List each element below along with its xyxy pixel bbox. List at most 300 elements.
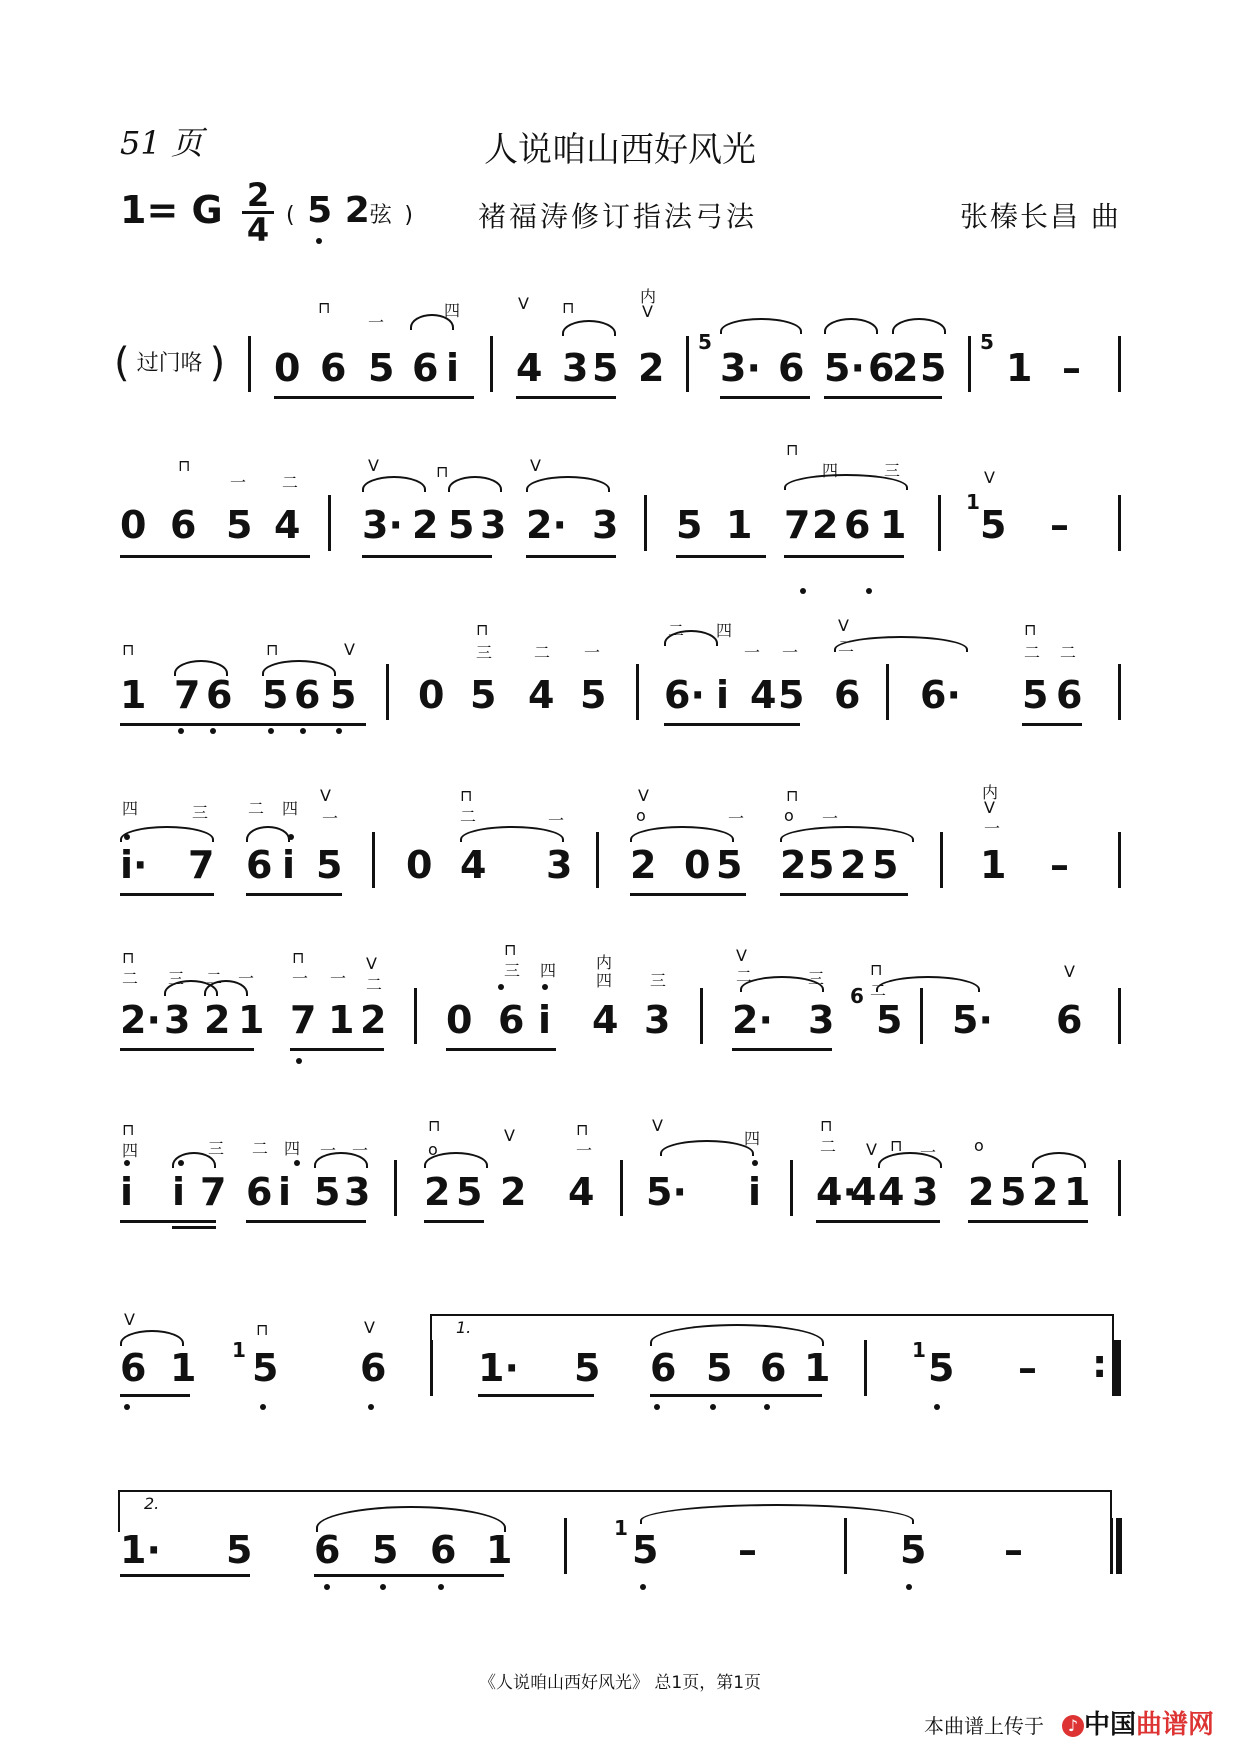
- octave-dot: [178, 1160, 184, 1166]
- bow-mark: ⊓: [890, 1136, 903, 1155]
- bow-mark: 一: [320, 1141, 337, 1160]
- bow-mark: 一: [230, 473, 247, 492]
- bow-mark: 三: [168, 969, 185, 988]
- octave-dot: [260, 1404, 266, 1410]
- note: 2·: [732, 998, 773, 1042]
- note: 3: [562, 346, 589, 390]
- intro-close: ): [209, 340, 226, 386]
- underline: [120, 1394, 190, 1397]
- note: 1: [880, 503, 907, 547]
- bow-mark: o: [974, 1136, 984, 1155]
- note: 6: [360, 1346, 387, 1390]
- bow-mark: 三: [650, 971, 667, 990]
- underline: [630, 893, 746, 896]
- octave-dot: [124, 834, 130, 840]
- underline: [720, 396, 810, 399]
- bow-mark: V: [366, 954, 377, 973]
- note: 2: [780, 843, 807, 887]
- bow-mark: 四: [444, 301, 461, 320]
- bow-mark: 内: [982, 783, 999, 802]
- note: 5·: [646, 1170, 687, 1214]
- note: 4: [460, 843, 487, 887]
- bow-mark: V: [838, 616, 849, 635]
- repeat-colon: :: [1092, 1342, 1108, 1386]
- bow-mark: 二: [820, 1137, 837, 1156]
- slur: [362, 476, 426, 492]
- note: 2: [424, 1170, 451, 1214]
- barline: [636, 664, 639, 720]
- note: 1: [238, 998, 265, 1042]
- note: 2: [892, 346, 919, 390]
- barline: [920, 988, 923, 1044]
- bow-mark: V: [652, 1116, 663, 1135]
- slur: [660, 1140, 754, 1156]
- barline: [1118, 664, 1121, 720]
- barline: [1118, 1160, 1121, 1216]
- note: 1: [1006, 346, 1033, 390]
- note: 6: [246, 1170, 273, 1214]
- intro-text: 过门咯: [136, 351, 203, 376]
- note: 5: [262, 673, 289, 717]
- reviser: 褚福涛修订指法弓法: [478, 200, 758, 233]
- tuning-close: ): [404, 203, 413, 228]
- slur: [448, 476, 502, 492]
- note: 2: [630, 843, 657, 887]
- underline: [732, 1048, 832, 1051]
- note: 6: [294, 673, 321, 717]
- second-ending-bracket: [118, 1490, 1112, 1532]
- note: 4: [850, 1170, 877, 1214]
- note: 2: [360, 998, 387, 1042]
- underline: [478, 1394, 594, 1397]
- key-signature: 1= G: [120, 188, 223, 232]
- bow-mark: 一: [920, 1143, 937, 1162]
- tuning: [286, 190, 413, 231]
- note: 6: [320, 346, 347, 390]
- note: 7: [290, 998, 317, 1042]
- note: 6: [834, 673, 861, 717]
- bow-mark: V: [530, 456, 541, 475]
- octave-dot: [654, 1404, 660, 1410]
- octave-dot: [752, 1160, 758, 1166]
- note: i: [172, 1170, 186, 1214]
- octave-dot: [288, 834, 294, 840]
- note: 6·: [664, 673, 705, 717]
- grace-note: 1: [614, 1516, 628, 1540]
- note: 5: [676, 503, 703, 547]
- note: 3: [808, 998, 835, 1042]
- underline: [246, 893, 342, 896]
- note: 1: [170, 1346, 197, 1390]
- octave-dot: [124, 1404, 130, 1410]
- barline: [596, 832, 599, 888]
- barline: [394, 1160, 397, 1216]
- barline: [686, 336, 689, 392]
- grace-note: 1: [232, 1338, 246, 1362]
- note: 6: [778, 346, 805, 390]
- underline: [446, 1048, 556, 1051]
- bow-mark: o: [428, 1140, 438, 1159]
- barline: [1118, 988, 1121, 1044]
- bow-mark: V: [1064, 962, 1075, 981]
- intro-open: (: [114, 340, 130, 386]
- note: 5·: [824, 346, 865, 390]
- note: 2: [968, 1170, 995, 1214]
- octave-dot: [710, 1404, 716, 1410]
- underline: [274, 396, 474, 399]
- note: 5: [920, 346, 947, 390]
- first-ending-bracket: [430, 1314, 1114, 1356]
- slur: [174, 660, 228, 676]
- bow-mark: o: [784, 806, 794, 825]
- octave-dot: [866, 588, 872, 594]
- bow-mark: 二: [870, 981, 887, 1000]
- octave-dot: [498, 984, 504, 990]
- note: 5: [456, 1170, 483, 1214]
- note: 1: [486, 1528, 513, 1572]
- note: 5: [928, 1346, 955, 1390]
- bow-mark: 四: [716, 621, 733, 640]
- bow-mark: 二: [252, 1139, 269, 1158]
- underline: [968, 1220, 1088, 1223]
- bow-mark: 二: [668, 621, 685, 640]
- slur: [562, 320, 616, 336]
- note: 1: [980, 843, 1007, 887]
- bow-mark: ⊓: [562, 298, 575, 317]
- slur: [892, 318, 946, 334]
- note: 6: [120, 1346, 147, 1390]
- bow-mark: V: [320, 786, 331, 805]
- low-octave-dot: [316, 238, 322, 244]
- note: 5: [808, 843, 835, 887]
- page-number: 51 页: [120, 124, 203, 162]
- underline: [650, 1394, 822, 1397]
- bow-mark: 三: [808, 969, 825, 988]
- note: 5: [368, 346, 395, 390]
- intro-label: [114, 340, 225, 386]
- grace-note: 5: [980, 330, 994, 354]
- note: 6: [314, 1528, 341, 1572]
- octave-dot: [294, 1160, 300, 1166]
- note: 7: [200, 1170, 227, 1214]
- note: –: [738, 1528, 757, 1572]
- note: 6: [430, 1528, 457, 1572]
- bow-mark: V: [364, 1318, 375, 1337]
- underline: [120, 1220, 216, 1223]
- underline: [120, 723, 366, 726]
- bow-mark: 一: [822, 809, 839, 828]
- bow-mark: ⊓: [122, 1120, 135, 1139]
- note: 2: [840, 843, 867, 887]
- bow-mark: 一: [292, 969, 309, 988]
- note: 6: [246, 843, 273, 887]
- note: 5: [872, 843, 899, 887]
- note: –: [1050, 503, 1069, 547]
- barline: [1118, 495, 1121, 551]
- note: 4: [274, 503, 301, 547]
- bow-mark: ⊓: [178, 456, 191, 475]
- underline: [516, 396, 616, 399]
- bow-mark: V: [866, 1140, 877, 1159]
- octave-dot: [296, 1058, 302, 1064]
- footer-text: 《人说咱山西好风光》 总1页，第1页: [478, 1673, 762, 1693]
- slur: [824, 318, 878, 334]
- bow-mark: 四: [822, 461, 839, 480]
- note: 1: [120, 673, 147, 717]
- note: 2: [638, 346, 665, 390]
- note: 6: [1056, 998, 1083, 1042]
- note: i: [446, 346, 460, 390]
- barline: [1118, 1340, 1121, 1396]
- bow-mark: ⊓: [436, 462, 449, 481]
- note: 3: [480, 503, 507, 547]
- note: 4·: [816, 1170, 857, 1214]
- bow-mark: 二: [838, 637, 855, 656]
- bow-mark: 三: [504, 961, 521, 980]
- bow-mark: V: [124, 1310, 135, 1329]
- bow-mark: 四: [540, 961, 557, 980]
- note: 2: [500, 1170, 527, 1214]
- bow-mark: 一: [584, 643, 601, 662]
- bow-mark: ⊓: [122, 640, 135, 659]
- note: 4: [568, 1170, 595, 1214]
- barline: [940, 832, 943, 888]
- barline: [968, 336, 971, 392]
- octave-dot: [764, 1404, 770, 1410]
- slur: [1032, 1152, 1086, 1168]
- note: 5: [980, 503, 1007, 547]
- slur: [246, 826, 290, 842]
- note: 4: [592, 998, 619, 1042]
- bow-mark: 二: [122, 969, 139, 988]
- bow-mark: ⊓: [786, 786, 799, 805]
- underline: [290, 1048, 384, 1051]
- note: 0: [446, 998, 473, 1042]
- note: 3·: [720, 346, 761, 390]
- note: 5: [252, 1346, 279, 1390]
- note: 7: [784, 503, 811, 547]
- note: 6: [760, 1346, 787, 1390]
- note: 2: [1032, 1170, 1059, 1214]
- bow-mark: ⊓: [460, 786, 473, 805]
- note: 3: [164, 998, 191, 1042]
- note: 4: [878, 1170, 905, 1214]
- note: 4: [528, 673, 555, 717]
- octave-dot: [438, 1584, 444, 1590]
- note: 6: [170, 503, 197, 547]
- note: 2·: [120, 998, 161, 1042]
- octave-dot: [800, 588, 806, 594]
- barline: [1118, 832, 1121, 888]
- note: –: [1050, 843, 1069, 887]
- note: 0: [120, 503, 147, 547]
- barline: [248, 336, 251, 392]
- underline: [676, 555, 766, 558]
- site-logo[interactable]: [1062, 1704, 1214, 1741]
- underline: [664, 723, 800, 726]
- bow-mark: V: [736, 946, 747, 965]
- barline: [620, 1160, 623, 1216]
- octave-dot: [542, 984, 548, 990]
- bow-mark: 内: [596, 953, 613, 972]
- barline: [414, 988, 417, 1044]
- octave-dot: [934, 1404, 940, 1410]
- bow-mark: 四: [122, 1141, 139, 1160]
- note: 0: [406, 843, 433, 887]
- note: 1·: [120, 1528, 161, 1572]
- note: 1·: [478, 1346, 519, 1390]
- barline: [886, 664, 889, 720]
- bow-mark: 一: [368, 313, 385, 332]
- bow-mark: V: [504, 1126, 515, 1145]
- note: 1: [1064, 1170, 1091, 1214]
- barline: [386, 664, 389, 720]
- bow-mark: V: [984, 468, 995, 487]
- note: 3: [644, 998, 671, 1042]
- note: 3: [546, 843, 573, 887]
- note: 3·: [362, 503, 403, 547]
- underline: [120, 1574, 250, 1577]
- note: 5: [592, 346, 619, 390]
- note: 5: [226, 503, 253, 547]
- slur: [262, 660, 336, 676]
- bow-mark: ⊓: [428, 1116, 441, 1135]
- octave-dot: [124, 1160, 130, 1166]
- note: 5: [580, 673, 607, 717]
- note: 0: [684, 843, 711, 887]
- note: 5: [330, 673, 357, 717]
- barline: [700, 988, 703, 1044]
- note: 2: [204, 998, 231, 1042]
- slur: [120, 1330, 184, 1346]
- note: 5: [574, 1346, 601, 1390]
- underline: [120, 1048, 254, 1051]
- bow-mark: 一: [782, 643, 799, 662]
- bow-mark: 四: [744, 1129, 761, 1148]
- bow-mark: 二: [282, 473, 299, 492]
- barline: [644, 495, 647, 551]
- tuning-notes: 5 2: [307, 190, 370, 231]
- bow-mark: ⊓: [820, 1116, 833, 1135]
- underline: [824, 396, 942, 399]
- slur: [526, 476, 610, 492]
- slur: [630, 826, 734, 842]
- logo-mark-icon: ♪: [1062, 1715, 1084, 1737]
- note: 5: [1000, 1170, 1027, 1214]
- octave-dot: [178, 728, 184, 734]
- note: i: [748, 1170, 762, 1214]
- bow-mark: ⊓: [786, 440, 799, 459]
- barline: [328, 495, 331, 551]
- note: 6: [206, 673, 233, 717]
- bow-mark: 二: [460, 807, 477, 826]
- note: 5: [314, 1170, 341, 1214]
- note: 5: [706, 1346, 733, 1390]
- bow-mark: 三: [208, 1139, 225, 1158]
- bow-mark: ⊓: [266, 640, 279, 659]
- underline: [424, 1220, 484, 1223]
- bow-mark: ⊓: [256, 1320, 269, 1339]
- first-ending-label: 1.: [456, 1318, 472, 1337]
- underline: [784, 555, 904, 558]
- note: 2: [812, 503, 839, 547]
- bow-mark: ⊓: [1024, 620, 1037, 639]
- note: 6: [1056, 673, 1083, 717]
- bow-mark: 三: [192, 803, 209, 822]
- bow-mark: 一: [330, 969, 347, 988]
- note: 7: [188, 843, 215, 887]
- grace-note: 6: [850, 984, 864, 1008]
- note: 6: [650, 1346, 677, 1390]
- octave-dot: [336, 728, 342, 734]
- bow-mark: 一: [238, 969, 255, 988]
- underline: [172, 1226, 216, 1229]
- underline: [120, 893, 214, 896]
- bow-mark: 三: [476, 643, 493, 662]
- bow-mark: ⊓: [870, 960, 883, 979]
- bow-mark: 一: [352, 1141, 369, 1160]
- note: 5: [716, 843, 743, 887]
- note: 5: [372, 1528, 399, 1572]
- underline: [526, 555, 616, 558]
- bow-mark: V: [642, 302, 653, 321]
- bow-mark: V: [344, 640, 355, 659]
- grace-note: 1: [912, 1338, 926, 1362]
- upload-text: 本曲谱上传于: [924, 1714, 1044, 1738]
- bow-mark: 一: [548, 811, 565, 830]
- bow-mark: 一: [322, 809, 339, 828]
- note: 1: [726, 503, 753, 547]
- bow-mark: 二: [1024, 643, 1041, 662]
- site-name-a: 中国: [1084, 1710, 1137, 1740]
- octave-dot: [380, 1584, 386, 1590]
- page-title: 人说咱山西好风光: [484, 130, 756, 170]
- underline: [816, 1220, 940, 1223]
- note: i: [278, 1170, 292, 1214]
- bow-mark: 二: [1060, 643, 1077, 662]
- bow-mark: ⊓: [576, 1120, 589, 1139]
- bow-mark: 二: [534, 643, 551, 662]
- slur: [780, 826, 914, 842]
- bow-mark: ⊓: [292, 948, 305, 967]
- octave-dot: [300, 728, 306, 734]
- barline: [372, 832, 375, 888]
- bow-mark: V: [518, 294, 529, 313]
- underline: [314, 1574, 504, 1577]
- barline: [1118, 336, 1121, 392]
- time-sig-bottom: 4: [246, 211, 270, 249]
- grace-note: 5: [698, 330, 712, 354]
- note: 0: [418, 673, 445, 717]
- bow-mark: 一: [984, 819, 1001, 838]
- bow-mark: 三: [884, 461, 901, 480]
- note: –: [1062, 346, 1081, 390]
- bow-mark: 内: [640, 287, 657, 306]
- note: 6: [412, 346, 439, 390]
- octave-dot: [906, 1584, 912, 1590]
- bow-mark: o: [636, 806, 646, 825]
- tuning-open: (: [286, 203, 295, 228]
- bow-mark: 二: [366, 975, 383, 994]
- note: 0: [274, 346, 301, 390]
- note: 4: [750, 673, 777, 717]
- bow-mark: 一: [728, 809, 745, 828]
- underline: [362, 555, 492, 558]
- note: 6: [868, 346, 895, 390]
- bow-mark: 四: [282, 799, 299, 818]
- octave-dot: [368, 1404, 374, 1410]
- note: i: [120, 1170, 134, 1214]
